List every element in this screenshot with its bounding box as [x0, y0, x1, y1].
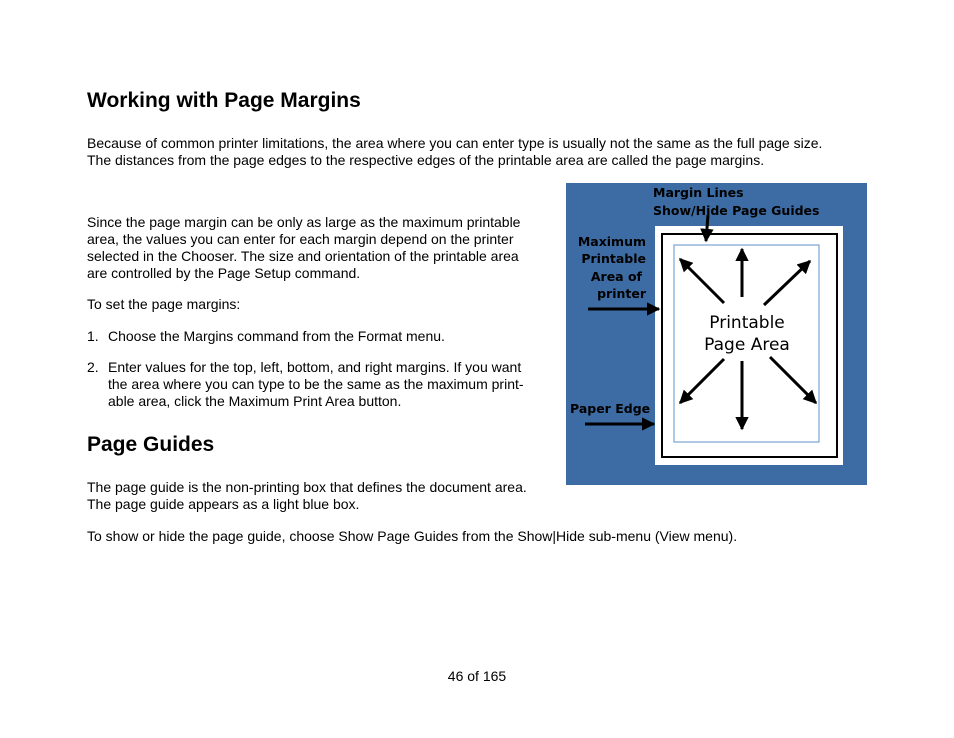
intro-line-2: The distances from the page edges to the respective edges of the printable area are called the page margins.	[87, 152, 765, 168]
page-guide-paragraph-line-1: The page guide is the non-printing box that defines the document area.	[87, 479, 527, 495]
step-number: 2.	[87, 359, 99, 375]
label-show-hide-page-guides: Show/Hide Page Guides	[653, 203, 820, 218]
label-max-printable-3: Area of	[590, 269, 642, 284]
margin-paragraph-line-2: area, the values you can enter for each margin depend on the printer	[87, 231, 514, 247]
page-margins-diagram	[566, 183, 867, 485]
step-text-line-3: able area, click the Maximum Print Area button.	[108, 393, 402, 409]
margin-paragraph-line-4: are controlled by the Page Setup command.	[87, 265, 361, 281]
label-max-printable-1: Maximum	[577, 234, 646, 249]
label-max-printable-4: printer	[597, 286, 646, 301]
margin-paragraph-line-1: Since the page margin can be only as large as the maximum printable	[87, 214, 521, 230]
heading-working-with-page-margins: Working with Page Margins	[87, 89, 361, 112]
step-text-line-1: Choose the Margins command from the Format menu.	[108, 328, 445, 344]
label-page-area: Page Area	[704, 335, 790, 355]
step-item-2	[87, 359, 524, 410]
steps-intro: To set the page margins:	[87, 296, 241, 312]
label-max-printable-2: Printable	[581, 251, 646, 266]
step-text-line-2: the area where you can type to be the same as the maximum print-	[108, 376, 524, 392]
margin-lines-arrow	[706, 215, 708, 241]
page-guide-paragraph-line-2: The page guide appears as a light blue box.	[87, 496, 360, 512]
step-item-1	[87, 328, 445, 345]
show-hide-paragraph: To show or hide the page guide, choose Show Page Guides from the Show|Hide sub-menu (View menu).	[87, 528, 738, 544]
label-paper-edge: Paper Edge	[570, 401, 651, 416]
label-printable: Printable	[709, 313, 785, 333]
intro-line-1: Because of common printer limitations, the area where you can enter type is usually not the same as the full page size.	[87, 135, 823, 151]
step-number: 1.	[87, 328, 99, 344]
step-text-line-1: Enter values for the top, left, bottom, and right margins. If you want	[108, 359, 522, 375]
heading-page-guides: Page Guides	[87, 433, 215, 456]
margin-paragraph-line-3: selected in the Chooser. The size and orientation of the printable area	[87, 248, 519, 264]
page-number: 46 of 165	[447, 668, 507, 684]
label-margin-lines: Margin Lines	[653, 185, 744, 200]
